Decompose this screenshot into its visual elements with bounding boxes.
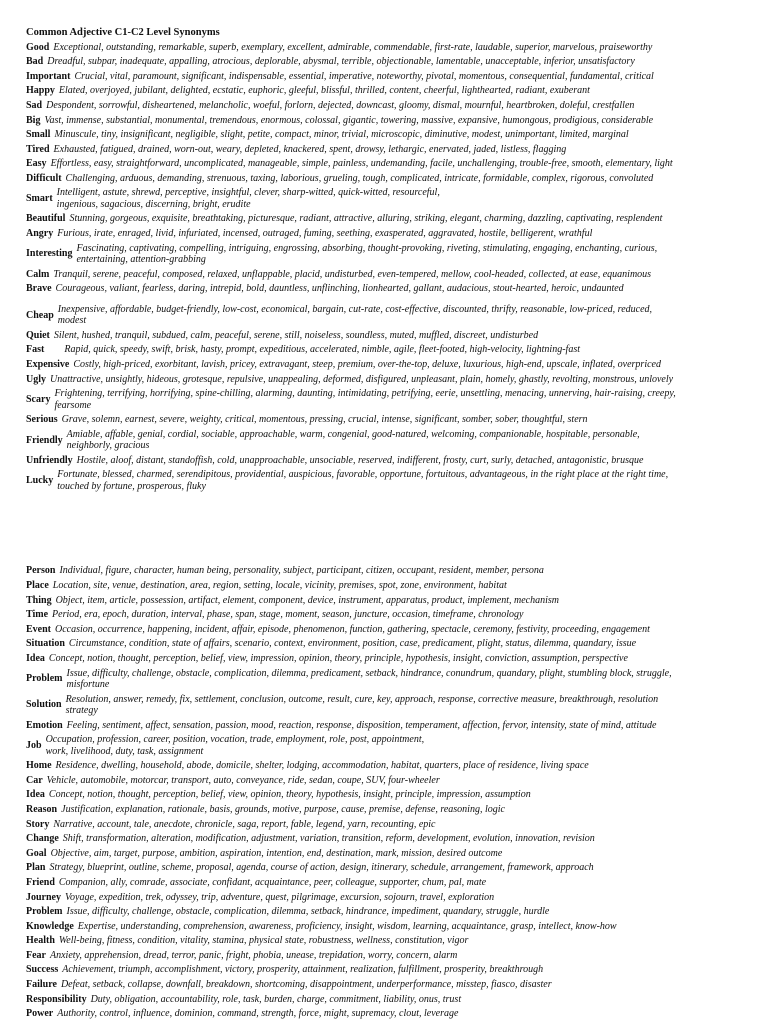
headword: Sad [26,99,43,111]
synonym-entry [26,890,748,905]
synonym-entry [26,651,748,666]
synonym-text: Dreadful, subpar, inadequate, appalling, atrocious, deplorable, abysmal, terrible, objectionable, lamentable, unacceptable, inferior, unsatisfactory [47,56,635,68]
headword: Important [26,70,71,82]
synonym-text: Frightening, terrifying, horrifying, spine-chilling, alarming, daunting, intimidating, petrifying, eerie, unsettling, menacing, unnerving, hair-raising, creepy, fearsome [54,388,676,411]
synonym-text: Justification, explanation, rationale, basis, grounds, motive, purpose, cause, premise, defense, reasoning, logic [61,803,505,815]
document-page [26,26,748,1021]
synonym-text: Objective, aim, target, purpose, ambition, aspiration, intention, end, destination, mark, mission, desired outcome [50,847,503,859]
synonym-entry [26,387,748,413]
synonym-entry [26,718,748,733]
synonym-text: Hostile, aloof, distant, standoffish, cold, unapproachable, unsociable, reserved, indifferent, frosty, curt, surly, detached, antagonistic, brusque [76,454,644,466]
headword: Person [26,565,56,577]
synonym-text: Authority, control, influence, dominion, command, strength, force, might, supremacy, clout, leverage [57,1008,459,1020]
headword: Goal [26,847,47,859]
headword: Friend [26,876,55,888]
synonym-entry [26,372,748,387]
synonym-text: Achievement, triumph, accomplishment, victory, prosperity, attainment, realization, fulfillment, prosperity, breakthrough [62,964,544,976]
synonym-text: Inexpensive, affordable, budget-friendly, low-cost, economical, bargain, cut-rate, cost-effective, discounted, thrifty, reasonable, low-priced, reduced, modest [57,303,653,327]
synonym-text: Occupation, profession, career, position, vocation, trade, employment, role, post, appointment, work, livelihood, duty, task, assignment [45,734,425,757]
headword: Quiet [26,329,50,341]
headword: Expensive [26,359,70,371]
headword: Easy [26,158,47,170]
headword: Time [26,609,49,621]
synonym-text: Despondent, sorrowful, disheartened, melancholic, woeful, forlorn, dejected, downcast, gloomy, dismal, mournful, heartbroken, doleful, crestfallen [46,99,635,111]
headword: Good [26,41,50,53]
synonym-text: Minuscule, tiny, insignificant, negligible, slight, petite, compact, minor, trivial, microscopic, diminutive, modest, unimportant, limited, marginal [54,129,629,141]
headword: Home [26,760,52,772]
synonym-text: Unattractive, unsightly, hideous, grotesque, repulsive, unappealing, deformed, disfigured, unpleasant, plain, homely, ghastly, revolting, monstrous, unlovely [50,373,674,385]
headword: Difficult [26,172,62,184]
headword: Solution [26,699,62,711]
headword: Problem [26,906,63,918]
synonym-text: Defeat, setback, collapse, downfall, breakdown, shortcoming, disappointment, underperformance, misstep, fiasco, disaster [60,979,552,991]
synonym-entry [26,934,748,949]
synonym-text: Individual, figure, character, human being, personality, subject, participant, citizen, occupant, resident, member, persona [59,565,544,577]
synonym-text: Location, site, venue, destination, area, region, setting, locale, vicinity, premises, spot, zone, environment, habitat [52,580,507,592]
headword: Lucky [26,475,54,487]
headword: Cheap [26,309,54,321]
headword: Fear [26,949,46,961]
synonym-text: Grave, solemn, earnest, severe, weighty, critical, momentous, pressing, crucial, intense, significant, somber, sober, thoughtful, stern [61,414,588,426]
synonym-text: Period, era, epoch, duration, interval, phase, span, stage, moment, season, juncture, occasion, timeframe, chronology [52,609,524,621]
synonym-text: Duty, obligation, accountability, role, task, burden, charge, commitment, liability, onus, trust [90,993,462,1005]
headword: Tired [26,143,50,155]
synonym-entry [26,413,748,428]
headword: Smart [26,193,53,205]
headword: Journey [26,891,61,903]
synonym-text: Crucial, vital, paramount, significant, indispensable, essential, imperative, noteworthy, pivotal, momentous, consequential, fundamental, critical [74,70,654,82]
synonym-entry [26,564,748,579]
headword: Big [26,114,41,126]
synonym-text: Rapid, quick, speedy, swift, brisk, hasty, prompt, expeditious, accelerated, nimble, agile, fleet-footed, high-velocity, lightning-fast [64,344,580,356]
adjective-synonym-list [26,40,748,494]
headword: Place [26,580,49,592]
synonym-text: Well-being, fitness, condition, vitality, stamina, physical state, robustness, wellness, constitution, vigor [58,935,469,947]
headword: Problem [26,673,63,685]
synonym-text: Stunning, gorgeous, exquisite, breathtaking, picturesque, radiant, attractive, alluring, striking, elegant, charming, dazzling, captivating, resplendent [69,213,663,225]
synonym-text: Fortunate, blessed, charmed, serendipitous, providential, auspicious, favorable, opportune, fortuitous, advantageous, in the right place at the right time, touched by fortune, prosperous, fluky [57,469,669,492]
synonym-text: Silent, hushed, tranquil, subdued, calm, peaceful, serene, still, noiseless, soundless, muted, muffled, discreet, undisturbed [53,329,539,341]
synonym-text: Companion, ally, comrade, associate, confidant, acquaintance, peer, colleague, supporter, chum, pal, mate [58,876,487,888]
synonym-entry [26,157,748,172]
document-title: Common Adjective C1-C2 Level Synonyms [26,27,220,38]
synonym-text: Narrative, account, tale, anecdote, chronicle, saga, report, fable, legend, yarn, recounting, epic [53,818,436,830]
synonym-text: Courageous, valiant, fearless, daring, intrepid, bold, dauntless, unflinching, lionhearted, gallant, audacious, stout-hearted, heroic, undaunted [55,283,624,295]
synonym-entry [26,358,748,373]
headword: Unfriendly [26,454,73,466]
synonym-entry [26,846,748,861]
synonym-entry [26,241,748,267]
synonym-text: Object, item, article, possession, artifact, element, component, device, instrument, apparatus, product, implement, mechanism [55,594,560,606]
synonym-text: Resolution, answer, remedy, fix, settlement, conclusion, outcome, result, cure, key, approach, response, corrective measure, breakthrough, resolution strategy [65,693,659,717]
headword: Emotion [26,719,63,731]
headword: Reason [26,803,58,815]
synonym-text: Issue, difficulty, challenge, obstacle, complication, dilemma, predicament, setback, hindrance, conundrum, quandary, plight, stumbling block, struggle, misfortune [66,667,672,691]
synonym-entry [26,788,748,803]
synonym-text: Amiable, affable, genial, cordial, sociable, approachable, warm, congenial, good-natured, welcoming, companionable, hospitable, personable, neighborly, gracious [66,428,640,452]
synonym-entry [26,113,748,128]
headword: Small [26,129,51,141]
synonym-text: Challenging, arduous, demanding, strenuous, taxing, laborious, grueling, tough, complicated, intricate, formidable, complex, rigorous, convoluted [65,172,654,184]
synonym-entry [26,992,748,1007]
headword: Serious [26,414,58,426]
synonym-entry [26,40,748,55]
headword: Failure [26,979,57,991]
synonym-entry [26,608,748,623]
synonym-entry [26,919,748,934]
synonym-entry [26,578,748,593]
synonym-entry [26,171,748,186]
synonym-entry [26,773,748,788]
synonym-entry [26,142,748,157]
headword: Change [26,833,59,845]
synonym-text: Intelligent, astute, shrewd, perceptive, insightful, clever, sharp-witted, quick-witted, resourceful, ingenious, sagacious, discerning, bright, erudite [56,187,440,210]
synonym-entry [26,453,748,468]
synonym-entry [26,759,748,774]
synonym-text: Feeling, sentiment, affect, sensation, passion, mood, reaction, response, disposition, temperament, affection, fervor, intensity, state of mind, attitude [66,719,657,731]
headword: Story [26,818,50,830]
headword: Angry [26,228,54,240]
synonym-text: Concept, notion, thought, perception, belief, view, opinion, theory, hypothesis, insight, principle, impression, assumption [48,789,531,801]
headword: Responsibility [26,993,87,1005]
synonym-entry [26,978,748,993]
synonym-entry [26,666,748,692]
synonym-text: Anxiety, apprehension, dread, terror, panic, fright, phobia, unease, trepidation, worry, concern, alarm [50,949,458,961]
headword: Beautiful [26,213,66,225]
synonym-entry [26,817,748,832]
synonym-text: Strategy, blueprint, outline, scheme, proposal, agenda, course of action, design, itinerary, schedule, arrangement, framework, approach [49,862,594,874]
synonym-entry [26,832,748,847]
headword: Event [26,623,51,635]
headword: Idea [26,652,45,664]
synonym-entry [26,227,748,242]
headword: Thing [26,594,52,606]
synonym-text: Effortless, easy, straightforward, uncomplicated, manageable, simple, painless, undemanding, facile, unchallenging, trouble-free, smooth, elementary, light [50,158,673,170]
synonym-text: Vast, immense, substantial, monumental, tremendous, enormous, colossal, gigantic, towering, massive, expansive, humongous, prodigious, considerable [44,114,654,126]
synonym-text: Residence, dwelling, household, abode, domicile, shelter, lodging, accommodation, habitat, quarters, place of residence, living space [55,760,589,772]
synonym-entry [26,84,748,99]
synonym-entry [26,55,748,70]
headword: Happy [26,85,55,97]
headword: Scary [26,393,51,405]
synonym-entry [26,1007,748,1022]
synonym-text: Elated, overjoyed, jubilant, delighted, ecstatic, euphoric, gleeful, blissful, thrilled, content, cheerful, lighthearted, radiant, exuberant [58,85,590,97]
headword: Idea [26,789,45,801]
synonym-entry [26,69,748,84]
synonym-text: Exceptional, outstanding, remarkable, superb, exemplary, excellent, admirable, commendable, first-rate, laudable, superior, marvelous, praiseworthy [53,41,653,53]
synonym-text: Furious, irate, enraged, livid, infuriated, incensed, outraged, fuming, seething, exasperated, aggravated, hostile, belligerent, wrathful [57,228,593,240]
headword: Ugly [26,373,46,385]
synonym-entry [26,948,748,963]
synonym-text: Exhausted, fatigued, drained, worn-out, weary, depleted, knackered, spent, drowsy, lethargic, enervated, jaded, listless, flagging [53,143,567,155]
headword: Brave [26,283,52,295]
synonym-entry [26,622,748,637]
headword: Situation [26,638,65,650]
synonym-text: Expertise, understanding, comprehension, awareness, proficiency, insight, wisdom, learning, acquaintance, grasp, intellect, know-how [77,920,617,932]
synonym-entry [26,861,748,876]
synonym-text: Costly, high-priced, exorbitant, lavish, pricey, extravagant, steep, premium, over-the-top, deluxe, luxurious, high-end, upscale, inflated, overpriced [73,359,661,371]
synonym-entry [26,328,748,343]
headword: Calm [26,268,50,280]
synonym-entry [26,905,748,920]
noun-synonym-list [26,564,748,1021]
headword: Health [26,935,55,947]
synonym-entry [26,733,748,759]
synonym-entry [26,427,748,453]
synonym-text: Circumstance, condition, state of affairs, scenario, context, environment, position, case, predicament, plight, status, dilemma, quandary, issue [68,638,637,650]
synonym-entry [26,186,748,212]
synonym-entry [26,637,748,652]
synonym-text: Issue, difficulty, challenge, obstacle, complication, dilemma, setback, hindrance, impediment, quandary, struggle, hurdle [66,906,550,918]
synonym-entry [26,692,748,718]
synonym-entry [26,593,748,608]
synonym-text: Voyage, expedition, trek, odyssey, trip, adventure, quest, pilgrimage, excursion, sojourn, travel, exploration [65,891,495,903]
headword: Interesting [26,248,73,260]
synonym-entry [26,468,748,494]
synonym-text: Vehicle, automobile, motorcar, transport, auto, conveyance, ride, sedan, coupe, SUV, four-wheeler [46,774,440,786]
headword: Plan [26,862,46,874]
synonym-text: Tranquil, serene, peaceful, composed, relaxed, unflappable, placid, undisturbed, even-tempered, mellow, cool-headed, collected, at ease, equanimous [53,268,652,280]
headword: Knowledge [26,920,74,932]
synonym-text: Concept, notion, thought, perception, belief, view, impression, opinion, theory, principle, hypothesis, insight, conviction, assumption, perspective [48,652,628,664]
headword: Car [26,774,43,786]
headword: Friendly [26,434,63,446]
synonym-entry [26,302,748,328]
synonym-text: Shift, transformation, alteration, modification, adjustment, variation, transition, reform, development, evolution, innovation, revision [62,833,595,845]
synonym-entry [26,875,748,890]
synonym-entry [26,128,748,143]
synonym-entry [26,282,748,297]
headword: Power [26,1008,54,1020]
headword: Fast [26,344,45,356]
headword: Job [26,739,42,751]
section-gap [26,494,748,564]
synonym-text: Occasion, occurrence, happening, incident, affair, episode, phenomenon, function, gathering, spectacle, ceremony, festivity, proceeding, engagement [55,623,650,635]
synonym-entry [26,963,748,978]
synonym-entry [26,98,748,113]
synonym-entry [26,802,748,817]
synonym-entry [26,343,748,358]
synonym-entry [26,267,748,282]
headword: Bad [26,56,44,68]
synonym-entry [26,212,748,227]
synonym-text: Fascinating, captivating, compelling, intriguing, engrossing, absorbing, thought-provoking, riveting, stimulating, engaging, enchanting, curious, entertaining, attention-grabbing [76,242,658,266]
headword: Success [26,964,59,976]
